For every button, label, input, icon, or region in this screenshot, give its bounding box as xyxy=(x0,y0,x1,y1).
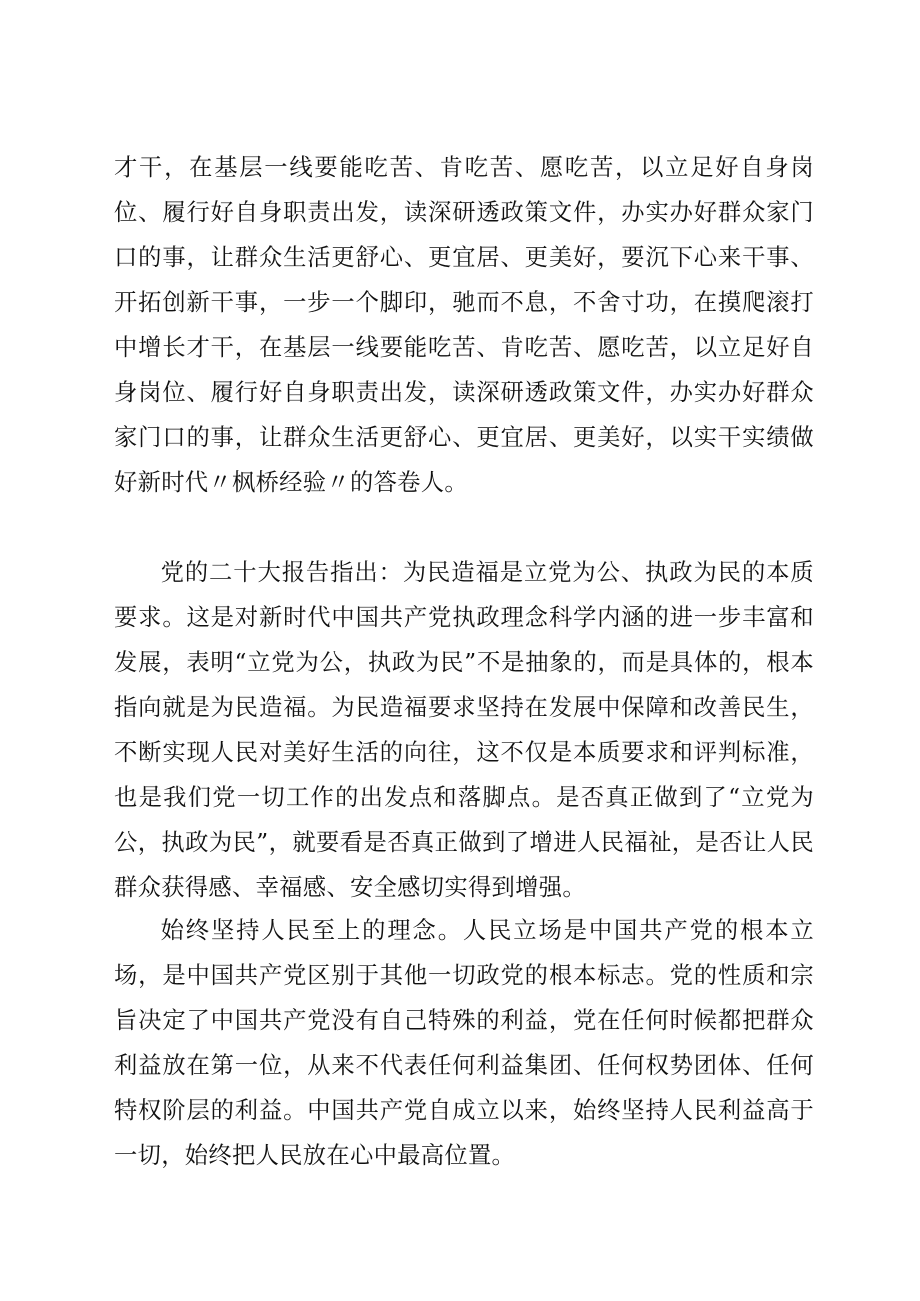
paragraph-report-quote: 党的二十大报告指出：为民造福是立党为公、执政为民的本质要求。这是对新时代中国共产党执政理念科学内涵的进一步丰富和发展，表明“立党为公，执政为民”不是抽象的，而是具体的，根本指向就是为民造福。为民造福要求坚持在发展中保障和改善民生，不断实现人民对美好生活的向往，这不仅是本质要求和评判标准，也是我们党一切工作的出发点和落脚点。是否真正做到了“立党为公，执政为民”，就要看是否真正做到了增进人民福祉，是否让人民群众获得感、幸福感、安全感切实得到增强。 xyxy=(114,559,814,901)
paragraph-continuation: 才干，在基层一线要能吃苦、肯吃苦、愿吃苦，以立足好自身岗位、履行好自身职责出发，读深研透政策文件，办实办好群众家门口的事，让群众生活更舒心、更宜居、更美好，要沉下心来干事、开拓创新干事，一步一个脚印，驰而不息，不舍寸功，在摸爬滚打中增长才干，在基层一线要能吃苦、肯吃苦、愿吃苦，以立足好自身岗位、履行好自身职责出发，读深研透政策文件，办实办好群众家门口的事，让群众生活更舒心、更宜居、更美好，以实干实绩做好新时代〃枫桥经验〃的答卷人。 xyxy=(114,154,814,496)
paragraph-people-first: 始终坚持人民至上的理念。人民立场是中国共产党的根本立场，是中国共产党区别于其他一切政党的根本标志。党的性质和宗旨决定了中国共产党没有自己特殊的利益，党在任何时候都把群众利益放在第一位，从来不代表任何利益集团、任何权势团体、任何特权阶层的利益。中国共产党自成立以来，始终坚持人民利益高于一切，始终把人民放在心中最高位置。 xyxy=(114,917,814,1169)
